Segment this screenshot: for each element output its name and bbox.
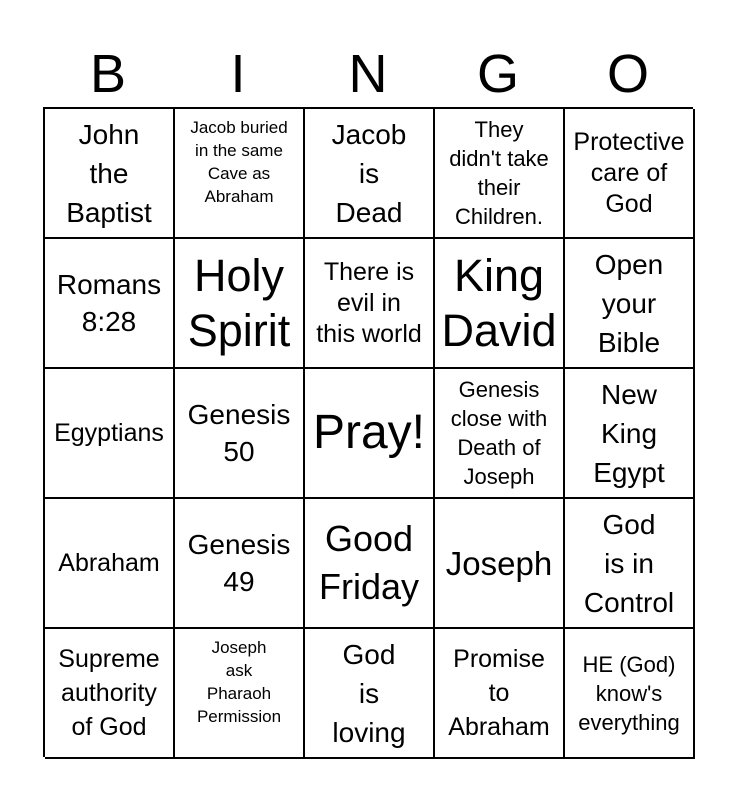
- bingo-cell-r4-c3[interactable]: [305, 499, 435, 629]
- bingo-cell-r4-c4[interactable]: [435, 499, 565, 629]
- bingo-cell-r3-c3[interactable]: [305, 369, 435, 499]
- cell-text: John the Baptist: [66, 118, 152, 228]
- cell-text: Open your Bible: [594, 248, 664, 358]
- cell-text: Genesis 49: [187, 529, 291, 597]
- cell-text: Supreme authority of God: [58, 645, 160, 741]
- cell-text: Joseph: [445, 544, 553, 582]
- bingo-cell-r2-c3[interactable]: [305, 239, 435, 369]
- bingo-cell-r5-c3[interactable]: [305, 629, 435, 759]
- cell-text: They didn't take their Children.: [449, 117, 549, 229]
- cell-text: God is loving: [332, 638, 406, 748]
- bingo-cell-r2-c2[interactable]: [175, 239, 305, 369]
- cell-text: HE (God) know's everything: [578, 651, 680, 735]
- bingo-cell-r1-c3[interactable]: [305, 109, 435, 239]
- header-letter-n: N: [348, 44, 388, 104]
- cell-text: Romans 8:28: [56, 269, 162, 337]
- header-letter-o: O: [606, 44, 649, 104]
- cell-text: Genesis 50: [187, 399, 291, 467]
- bingo-header: [43, 42, 693, 106]
- cell-text: Promise to Abraham: [448, 645, 550, 741]
- bingo-cell-r4-c5[interactable]: [565, 499, 695, 629]
- bingo-cell-r4-c1[interactable]: [45, 499, 175, 629]
- cell-text: King David: [441, 250, 557, 356]
- bingo-cell-r1-c4[interactable]: [435, 109, 565, 239]
- cell-text: Good Friday: [318, 518, 420, 607]
- cell-text: Genesis close with Death of Joseph: [450, 377, 548, 489]
- cell-text: Jacob buried in the same Cave as Abraham: [190, 118, 288, 206]
- cell-text: God is in Control: [583, 508, 675, 618]
- cell-text: Jacob is Dead: [331, 118, 407, 228]
- header-letter-i: I: [230, 44, 246, 104]
- bingo-cell-r5-c1[interactable]: [45, 629, 175, 759]
- cell-text: New King Egypt: [593, 378, 665, 488]
- bingo-cell-r1-c2[interactable]: [175, 109, 305, 239]
- bingo-cell-r3-c2[interactable]: [175, 369, 305, 499]
- cell-text: Holy Spirit: [187, 250, 291, 356]
- bingo-cell-r5-c2[interactable]: [175, 629, 305, 759]
- cell-text: There is evil in this world: [316, 257, 422, 348]
- bingo-cell-r1-c1[interactable]: [45, 109, 175, 239]
- bingo-cell-r2-c4[interactable]: [435, 239, 565, 369]
- cell-text: Protective care of God: [573, 127, 685, 218]
- bingo-cell-r5-c5[interactable]: [565, 629, 695, 759]
- cell-text: Egyptians: [54, 418, 164, 447]
- cell-text: Joseph ask Pharaoh Permission: [196, 638, 282, 726]
- bingo-cell-r4-c2[interactable]: [175, 499, 305, 629]
- bingo-cell-r3-c1[interactable]: [45, 369, 175, 499]
- bingo-grid: [43, 107, 693, 757]
- bingo-cell-r1-c5[interactable]: [565, 109, 695, 239]
- bingo-cell-r3-c5[interactable]: [565, 369, 695, 499]
- cell-text: Pray!: [312, 406, 426, 459]
- header-letter-b: B: [89, 44, 127, 104]
- bingo-cell-r5-c4[interactable]: [435, 629, 565, 759]
- bingo-cell-r2-c1[interactable]: [45, 239, 175, 369]
- header-letter-g: G: [476, 44, 519, 104]
- bingo-cell-r2-c5[interactable]: [565, 239, 695, 369]
- bingo-cell-r3-c4[interactable]: [435, 369, 565, 499]
- cell-text: Abraham: [58, 548, 160, 577]
